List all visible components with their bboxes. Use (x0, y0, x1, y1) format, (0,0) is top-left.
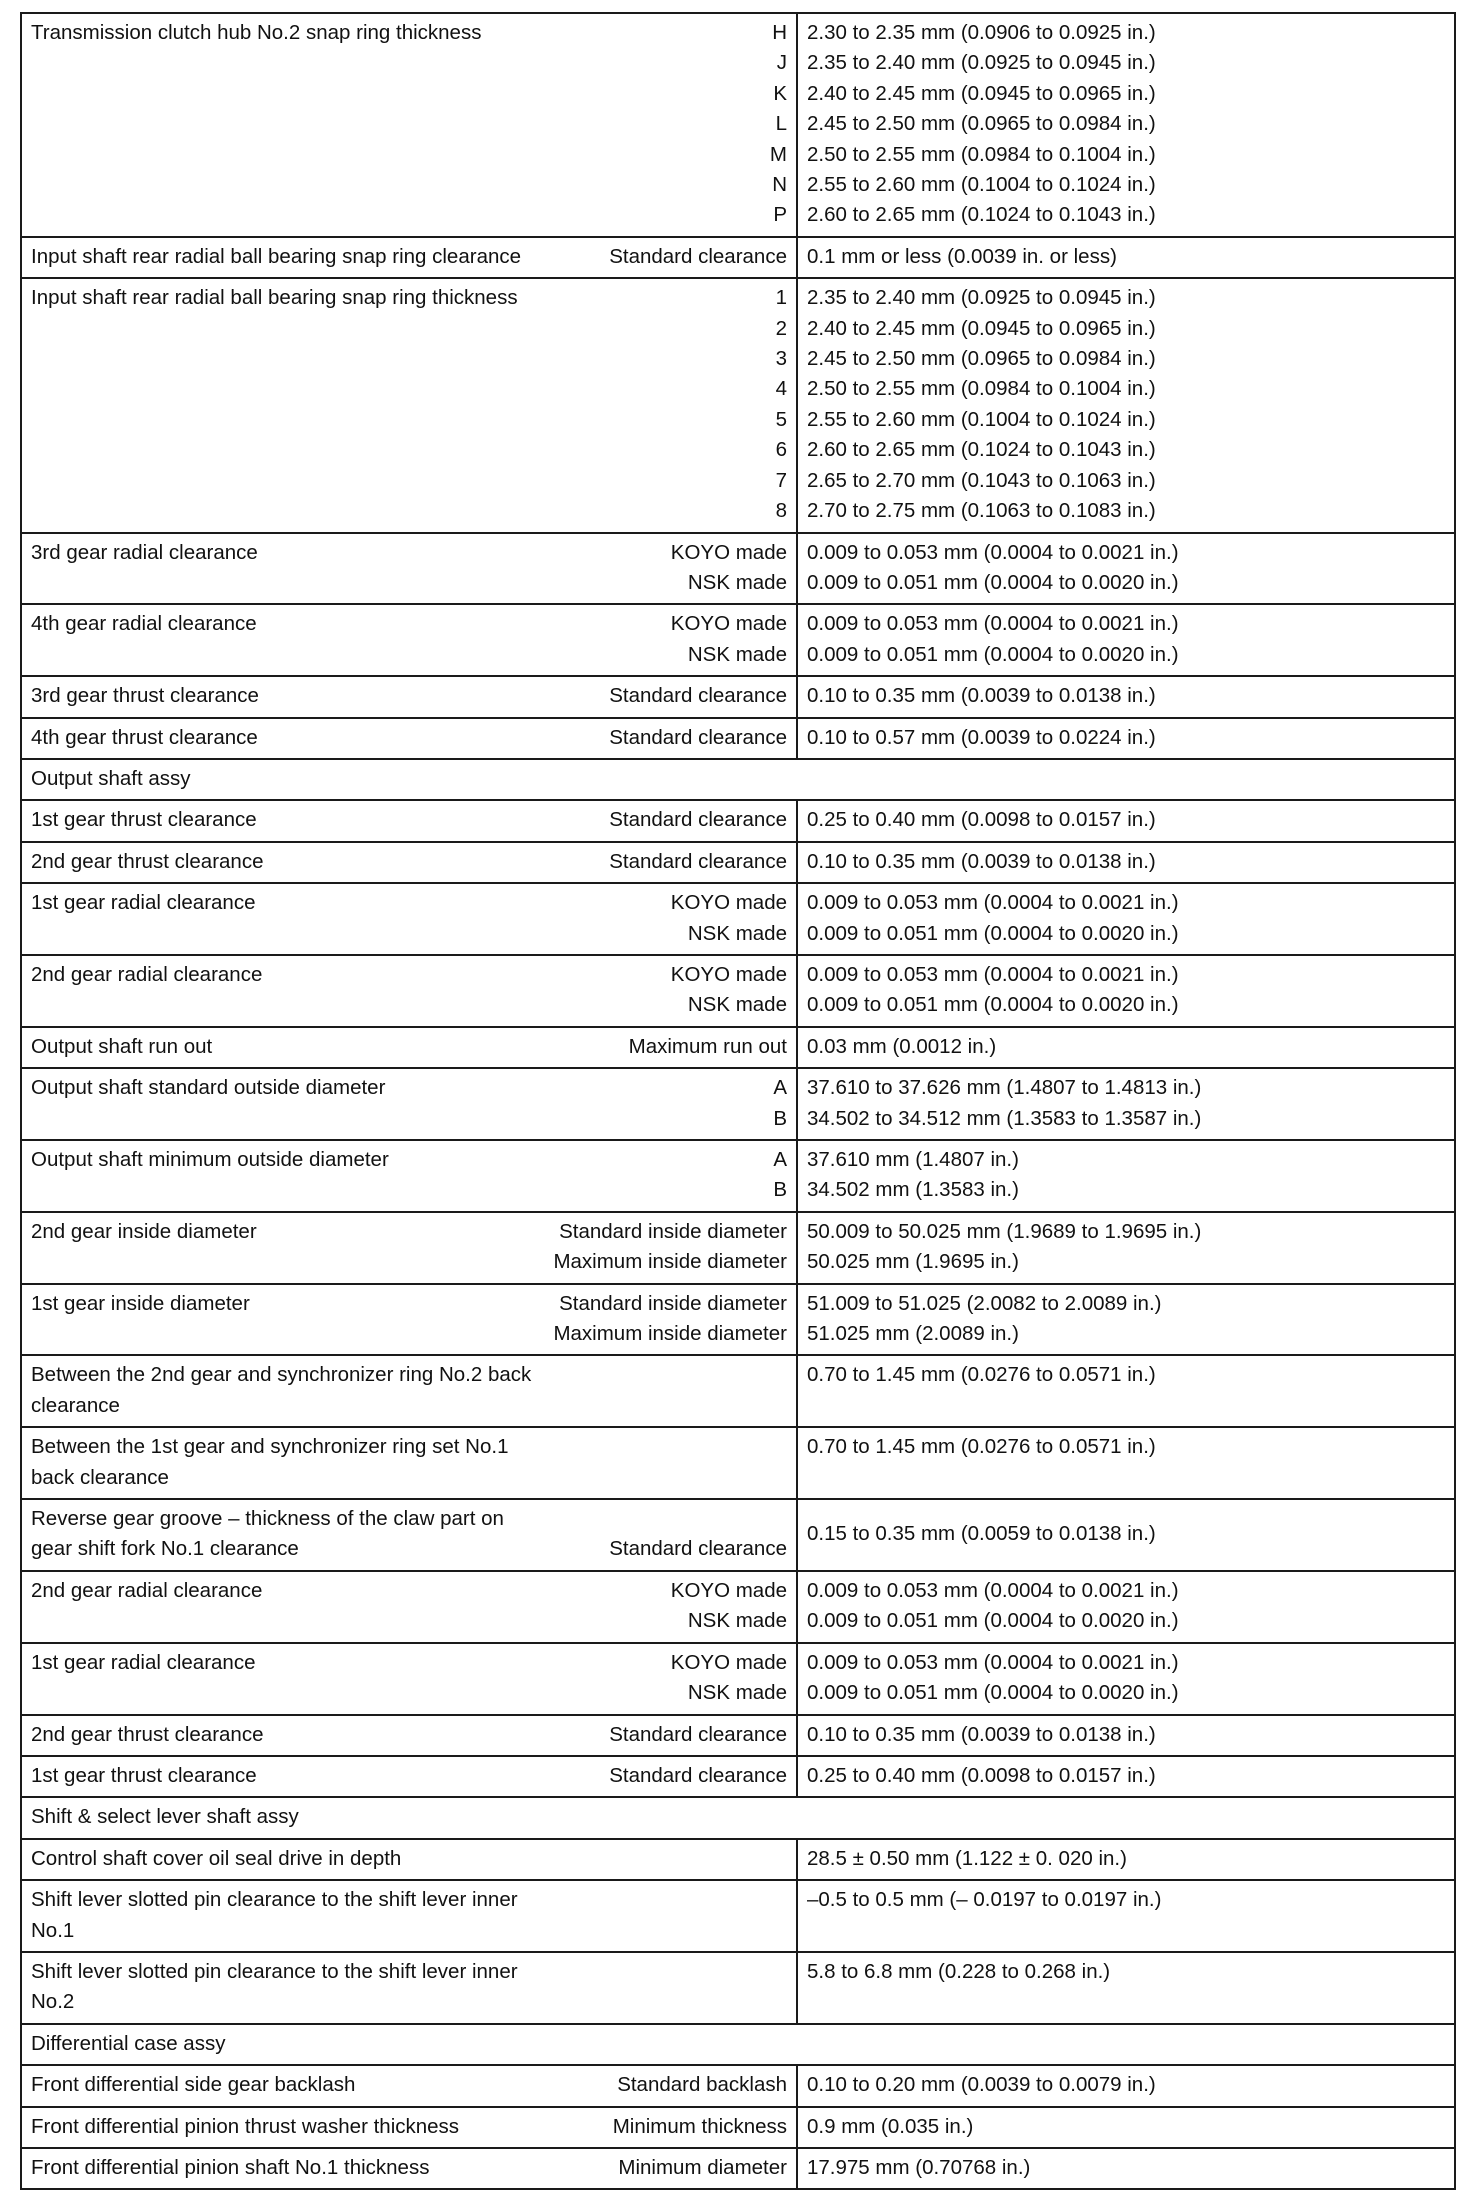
spec-condition-label: 7 (775, 468, 787, 492)
spec-item-cell (21, 1952, 797, 2024)
spec-condition-list (609, 1720, 787, 1750)
spec-condition-list (609, 1761, 787, 1791)
spec-condition-label: Maximum inside diameter (553, 1250, 787, 1274)
spec-condition-label: 2 (775, 316, 787, 340)
spec-item-name: Shift lever slotted pin clearance to the shift lever inner No.1 (31, 1888, 518, 1942)
spec-item-cell (21, 1284, 797, 1356)
spec-value: 2.35 to 2.40 mm (0.0925 to 0.0945 in.) (807, 51, 1156, 75)
spec-condition-list (618, 2153, 787, 2183)
spec-row (21, 2065, 1455, 2106)
spec-item-name: 3rd gear radial clearance (31, 540, 258, 564)
spec-value: 50.025 mm (1.9695 in.) (807, 1250, 1019, 1274)
spec-item (31, 888, 787, 949)
spec-row (21, 1715, 1455, 1756)
spec-row (21, 1355, 1455, 1427)
spec-item-name: 4th gear thrust clearance (31, 725, 258, 749)
section-header-row (21, 759, 1455, 800)
spec-value: 0.9 mm (0.035 in.) (807, 2114, 974, 2138)
spec-condition-list (773, 1073, 787, 1134)
spec-value-cell (797, 1952, 1455, 2024)
spec-item-name: Transmission clutch hub No.2 snap ring thickness (31, 21, 482, 44)
spec-condition-label: 1 (775, 286, 787, 310)
spec-value: 2.55 to 2.60 mm (0.1004 to 0.1024 in.) (807, 173, 1156, 197)
spec-condition-list (776, 283, 787, 526)
spec-condition-label: P (773, 203, 787, 227)
spec-item-name: 2nd gear radial clearance (31, 1578, 263, 1602)
spec-row (21, 1880, 1455, 1952)
spec-item-name: 2nd gear radial clearance (31, 962, 263, 986)
spec-value: 0.1 mm or less (0.0039 in. or less) (807, 244, 1117, 268)
spec-item (31, 18, 787, 231)
spec-condition-label: 8 (775, 499, 787, 523)
spec-condition-list (609, 1534, 787, 1564)
spec-item-cell (21, 2065, 797, 2106)
spec-item (31, 242, 787, 272)
spec-condition-label: A (773, 1076, 787, 1100)
spec-value-cell (797, 278, 1455, 532)
spec-item-cell (21, 1427, 797, 1499)
spec-condition-label: NSK made (687, 1609, 787, 1633)
spec-row (21, 533, 1455, 605)
spec-value: 2.70 to 2.75 mm (0.1063 to 0.1083 in.) (807, 499, 1156, 523)
spec-value: 0.009 to 0.051 mm (0.0004 to 0.0020 in.) (807, 1609, 1179, 1633)
spec-row (21, 883, 1455, 955)
spec-condition-label: Standard inside diameter (559, 1291, 787, 1315)
spec-condition-label: KOYO made (670, 1650, 787, 1674)
spec-item-cell (21, 1643, 797, 1715)
spec-value: 0.10 to 0.57 mm (0.0039 to 0.0224 in.) (807, 725, 1156, 749)
spec-value: 0.25 to 0.40 mm (0.0098 to 0.0157 in.) (807, 1763, 1156, 1787)
spec-row (21, 1499, 1455, 1571)
spec-value: 28.5 ± 0.50 mm (1.122 ± 0. 020 in.) (807, 1846, 1127, 1870)
spec-item-cell (21, 1068, 797, 1140)
spec-row (21, 2107, 1455, 2148)
spec-value-cell (797, 2065, 1455, 2106)
spec-row (21, 1839, 1455, 1880)
spec-item (31, 1720, 787, 1750)
spec-condition-list (671, 1576, 787, 1637)
spec-item-cell (21, 955, 797, 1027)
spec-condition-list (609, 723, 787, 753)
spec-value: 17.975 mm (0.70768 in.) (807, 2155, 1031, 2179)
spec-item-name: 1st gear inside diameter (31, 1291, 250, 1315)
spec-value-cell (797, 1839, 1455, 1880)
spec-condition-label: Maximum run out (628, 1034, 787, 1058)
spec-value-cell (797, 1427, 1455, 1499)
spec-value: 0.03 mm (0.0012 in.) (807, 1034, 997, 1058)
spec-value: 2.35 to 2.40 mm (0.0925 to 0.0945 in.) (807, 286, 1156, 310)
spec-item-cell (21, 1355, 797, 1427)
spec-value: 0.009 to 0.051 mm (0.0004 to 0.0020 in.) (807, 1681, 1179, 1705)
spec-item-name: Reverse gear groove – thickness of the claw part on gear shift fork No.1 clearance (31, 1507, 504, 1561)
spec-item-name: Input shaft rear radial ball bearing snap ring thickness (31, 286, 518, 310)
spec-row (21, 676, 1455, 717)
spec-item (31, 1885, 787, 1946)
spec-item (31, 1217, 787, 1278)
spec-value: 0.10 to 0.35 mm (0.0039 to 0.0138 in.) (807, 849, 1156, 873)
spec-value-cell (797, 800, 1455, 841)
spec-item-name: Front differential side gear backlash (31, 2073, 356, 2097)
spec-item-name: Input shaft rear radial ball bearing snap ring clearance (31, 244, 522, 268)
spec-item-cell (21, 1571, 797, 1643)
spec-item-name: Control shaft cover oil seal drive in depth (31, 1846, 402, 1870)
spec-row (21, 1140, 1455, 1212)
spec-condition-label: H (772, 21, 787, 44)
spec-value-cell (797, 1715, 1455, 1756)
spec-item (31, 1032, 787, 1062)
spec-row (21, 1571, 1455, 1643)
spec-value: 0.009 to 0.051 mm (0.0004 to 0.0020 in.) (807, 642, 1179, 666)
spec-item (31, 2070, 787, 2100)
spec-condition-label: M (769, 142, 787, 166)
spec-value: 2.65 to 2.70 mm (0.1043 to 0.1063 in.) (807, 468, 1156, 492)
spec-row (21, 13, 1455, 237)
spec-item-name: Front differential pinion shaft No.1 thickness (31, 2155, 430, 2179)
spec-item (31, 1289, 787, 1350)
spec-value: 0.009 to 0.053 mm (0.0004 to 0.0021 in.) (807, 612, 1179, 636)
spec-value-cell (797, 1212, 1455, 1284)
spec-condition-label: 4 (775, 377, 787, 401)
spec-condition-label: NSK made (687, 642, 787, 666)
spec-item-cell (21, 1027, 797, 1068)
spec-condition-list (609, 242, 787, 272)
spec-item-name: 2nd gear thrust clearance (31, 849, 264, 873)
spec-item-cell (21, 883, 797, 955)
spec-row (21, 2148, 1455, 2189)
spec-value: 2.45 to 2.50 mm (0.0965 to 0.0984 in.) (807, 347, 1156, 371)
spec-condition-label: KOYO made (670, 891, 787, 915)
spec-condition-label: 6 (775, 438, 787, 462)
spec-value: 2.40 to 2.45 mm (0.0945 to 0.0965 in.) (807, 316, 1156, 340)
spec-value: 0.15 to 0.35 mm (0.0059 to 0.0138 in.) (807, 1522, 1156, 1546)
spec-value: 2.60 to 2.65 mm (0.1024 to 0.1043 in.) (807, 203, 1156, 227)
spec-item-cell (21, 842, 797, 883)
spec-item-name: Output shaft standard outside diameter (31, 1076, 386, 1100)
spec-row (21, 237, 1455, 278)
spec-value: 0.009 to 0.053 mm (0.0004 to 0.0021 in.) (807, 891, 1179, 915)
spec-item (31, 2112, 787, 2142)
spec-condition-list (609, 847, 787, 877)
spec-item-name: Between the 2nd gear and synchronizer ring No.2 back clearance (31, 1363, 532, 1417)
spec-value: 0.009 to 0.053 mm (0.0004 to 0.0021 in.) (807, 1578, 1179, 1602)
spec-condition-list (629, 1032, 787, 1062)
spec-condition-label: Standard clearance (609, 1722, 787, 1746)
spec-condition-label: K (773, 81, 787, 105)
spec-condition-label: Standard clearance (609, 1537, 787, 1561)
spec-item (31, 1576, 787, 1637)
spec-condition-label: KOYO made (670, 962, 787, 986)
spec-item (31, 1504, 787, 1565)
spec-item (31, 609, 787, 670)
spec-item-cell (21, 2148, 797, 2189)
spec-item (31, 283, 787, 526)
spec-row (21, 955, 1455, 1027)
spec-value: 0.009 to 0.053 mm (0.0004 to 0.0021 in.) (807, 962, 1179, 986)
section-header-row (21, 2024, 1455, 2065)
spec-item-cell (21, 237, 797, 278)
spec-condition-list (671, 960, 787, 1021)
spec-row (21, 1756, 1455, 1797)
spec-value-cell (797, 237, 1455, 278)
spec-value-cell (797, 955, 1455, 1027)
spec-item-name: Between the 1st gear and synchronizer ring set No.1 back clearance (31, 1435, 509, 1489)
spec-condition-label: Standard clearance (609, 849, 787, 873)
spec-value: 50.009 to 50.025 mm (1.9689 to 1.9695 in.) (807, 1219, 1202, 1243)
spec-condition-label: KOYO made (670, 612, 787, 636)
spec-condition-label: Minimum diameter (618, 2155, 787, 2179)
spec-item-cell (21, 1880, 797, 1952)
spec-value-cell (797, 1643, 1455, 1715)
spec-condition-list (553, 1289, 787, 1350)
spec-row (21, 800, 1455, 841)
spec-condition-list (617, 2070, 787, 2100)
spec-item (31, 723, 787, 753)
spec-value-cell (797, 1880, 1455, 1952)
spec-condition-list (553, 1217, 787, 1278)
spec-condition-label: NSK made (687, 921, 787, 945)
spec-row (21, 1427, 1455, 1499)
spec-condition-label: N (772, 173, 787, 197)
spec-item (31, 1073, 787, 1134)
spec-value-cell (797, 2107, 1455, 2148)
spec-condition-label: KOYO made (670, 540, 787, 564)
spec-item (31, 960, 787, 1021)
spec-value: 0.10 to 0.35 mm (0.0039 to 0.0138 in.) (807, 684, 1156, 708)
spec-row (21, 1027, 1455, 1068)
spec-value: 2.45 to 2.50 mm (0.0965 to 0.0984 in.) (807, 112, 1156, 136)
spec-item (31, 847, 787, 877)
spec-value: 0.009 to 0.051 mm (0.0004 to 0.0020 in.) (807, 921, 1179, 945)
spec-value: 0.10 to 0.35 mm (0.0039 to 0.0138 in.) (807, 1722, 1156, 1746)
spec-item-cell (21, 278, 797, 532)
spec-value-cell (797, 1499, 1455, 1571)
spec-condition-list (671, 538, 787, 599)
spec-value-cell (797, 1068, 1455, 1140)
spec-item (31, 805, 787, 835)
spec-condition-list (671, 1648, 787, 1709)
spec-value-cell (797, 1571, 1455, 1643)
spec-item (31, 1648, 787, 1709)
spec-item-name: 2nd gear inside diameter (31, 1219, 257, 1243)
spec-item-name: 1st gear radial clearance (31, 891, 256, 915)
spec-row (21, 604, 1455, 676)
spec-item (31, 1360, 787, 1421)
spec-value: 0.009 to 0.053 mm (0.0004 to 0.0021 in.) (807, 540, 1179, 564)
spec-value: 0.70 to 1.45 mm (0.0276 to 0.0571 in.) (807, 1435, 1156, 1459)
spec-value: 0.10 to 0.20 mm (0.0039 to 0.0079 in.) (807, 2073, 1156, 2097)
spec-condition-label: Standard clearance (609, 244, 787, 268)
spec-condition-label: Standard clearance (609, 1763, 787, 1787)
spec-item-name: 3rd gear thrust clearance (31, 684, 259, 708)
spec-item-cell (21, 800, 797, 841)
spec-value: 2.55 to 2.60 mm (0.1004 to 0.1024 in.) (807, 407, 1156, 431)
spec-value: 2.30 to 2.35 mm (0.0906 to 0.0925 in.) (807, 21, 1156, 44)
spec-value-cell (797, 604, 1455, 676)
spec-item (31, 2153, 787, 2183)
spec-condition-list (671, 609, 787, 670)
spec-item-cell (21, 1756, 797, 1797)
spec-condition-label: Minimum thickness (612, 2114, 787, 2138)
spec-row (21, 1284, 1455, 1356)
spec-condition-label: Maximum inside diameter (553, 1322, 787, 1346)
spec-item-name: Shift lever slotted pin clearance to the shift lever inner No.2 (31, 1959, 518, 2014)
spec-item-cell (21, 1499, 797, 1571)
spec-value-cell (797, 676, 1455, 717)
spec-row (21, 278, 1455, 532)
spec-item-cell (21, 2107, 797, 2148)
spec-row (21, 1643, 1455, 1715)
spec-row (21, 1952, 1455, 2024)
spec-row (21, 1212, 1455, 1284)
spec-item-cell (21, 1715, 797, 1756)
spec-value-cell (797, 13, 1455, 237)
spec-value-cell (797, 2148, 1455, 2189)
spec-value-cell (797, 718, 1455, 759)
spec-value-cell (797, 1355, 1455, 1427)
spec-condition-label: KOYO made (670, 1578, 787, 1602)
spec-item-name: 1st gear radial clearance (31, 1650, 256, 1674)
spec-value: 0.70 to 1.45 mm (0.0276 to 0.0571 in.) (807, 1363, 1156, 1387)
spec-item-name: Output shaft minimum outside diameter (31, 1148, 389, 1171)
section-header: Shift & select lever shaft assy (21, 1797, 1455, 1838)
spec-value: –0.5 to 0.5 mm (– 0.0197 to 0.0197 in.) (807, 1888, 1162, 1912)
spec-value-cell (797, 1284, 1455, 1356)
spec-item-name: 4th gear radial clearance (31, 612, 257, 636)
spec-condition-label: Standard backlash (617, 2073, 787, 2097)
spec-item-name: 1st gear thrust clearance (31, 1763, 257, 1787)
spec-condition-label: L (775, 112, 787, 136)
spec-value: 37.610 mm (1.4807 in.) (807, 1148, 1019, 1171)
spec-item-cell (21, 604, 797, 676)
spec-row (21, 718, 1455, 759)
spec-value: 51.025 mm (2.0089 in.) (807, 1322, 1019, 1346)
spec-value: 0.25 to 0.40 mm (0.0098 to 0.0157 in.) (807, 808, 1156, 832)
spec-condition-list (613, 2112, 787, 2142)
spec-value: 2.50 to 2.55 mm (0.0984 to 0.1004 in.) (807, 142, 1156, 166)
spec-item (31, 1432, 787, 1493)
spec-condition-label: 5 (775, 407, 787, 431)
spec-condition-label: B (773, 1106, 787, 1130)
spec-value-cell (797, 1027, 1455, 1068)
spec-condition-label: NSK made (687, 993, 787, 1017)
spec-item-name: Front differential pinion thrust washer thickness (31, 2114, 460, 2138)
spec-value: 2.60 to 2.65 mm (0.1024 to 0.1043 in.) (807, 438, 1156, 462)
spec-condition-label: J (776, 51, 787, 75)
spec-value: 51.009 to 51.025 (2.0082 to 2.0089 in.) (807, 1291, 1162, 1315)
spec-item (31, 1844, 787, 1874)
spec-value: 37.610 to 37.626 mm (1.4807 to 1.4813 in.) (807, 1076, 1202, 1100)
spec-condition-label: B (773, 1178, 787, 1202)
spec-item (31, 1957, 787, 2018)
section-header: Differential case assy (21, 2024, 1455, 2065)
spec-item-cell (21, 676, 797, 717)
spec-condition-label: A (773, 1148, 787, 1171)
spec-value: 2.50 to 2.55 mm (0.0984 to 0.1004 in.) (807, 377, 1156, 401)
spec-condition-label: 3 (775, 347, 787, 371)
spec-condition-label: Standard clearance (609, 725, 787, 749)
spec-item (31, 681, 787, 711)
spec-value: 5.8 to 6.8 mm (0.228 to 0.268 in.) (807, 1959, 1111, 1983)
spec-item-cell (21, 13, 797, 237)
spec-condition-list (773, 1145, 787, 1206)
spec-item-name: 1st gear thrust clearance (31, 808, 257, 832)
spec-item-cell (21, 1839, 797, 1880)
spec-value-cell (797, 883, 1455, 955)
spec-item-cell (21, 718, 797, 759)
spec-condition-list (671, 888, 787, 949)
specification-table (20, 12, 1456, 2190)
spec-condition-label: Standard inside diameter (559, 1219, 787, 1243)
spec-condition-label: Standard clearance (609, 808, 787, 832)
spec-value: 2.40 to 2.45 mm (0.0945 to 0.0965 in.) (807, 81, 1156, 105)
spec-condition-label: NSK made (687, 1681, 787, 1705)
spec-condition-list (609, 805, 787, 835)
spec-item (31, 538, 787, 599)
spec-condition-list (770, 18, 787, 231)
spec-item (31, 1761, 787, 1791)
specification-table-body (21, 13, 1455, 2189)
spec-condition-label: NSK made (687, 570, 787, 594)
spec-value-cell (797, 1140, 1455, 1212)
section-header-row (21, 1797, 1455, 1838)
spec-condition-list (609, 681, 787, 711)
spec-row (21, 1068, 1455, 1140)
spec-item (31, 1145, 787, 1206)
spec-row (21, 842, 1455, 883)
spec-value-cell (797, 1756, 1455, 1797)
section-header: Output shaft assy (21, 759, 1455, 800)
spec-item-cell (21, 1140, 797, 1212)
spec-value: 34.502 mm (1.3583 in.) (807, 1178, 1019, 1202)
spec-value: 0.009 to 0.051 mm (0.0004 to 0.0020 in.) (807, 993, 1179, 1017)
spec-value-cell (797, 842, 1455, 883)
spec-item-name: 2nd gear thrust clearance (31, 1722, 264, 1746)
spec-item-cell (21, 1212, 797, 1284)
spec-item-name: Output shaft run out (31, 1034, 213, 1058)
spec-value: 34.502 to 34.512 mm (1.3583 to 1.3587 in.) (807, 1106, 1202, 1130)
spec-value: 0.009 to 0.051 mm (0.0004 to 0.0020 in.) (807, 570, 1179, 594)
spec-value: 0.009 to 0.053 mm (0.0004 to 0.0021 in.) (807, 1650, 1179, 1674)
spec-condition-label: Standard clearance (609, 684, 787, 708)
spec-value-cell (797, 533, 1455, 605)
spec-item-cell (21, 533, 797, 605)
